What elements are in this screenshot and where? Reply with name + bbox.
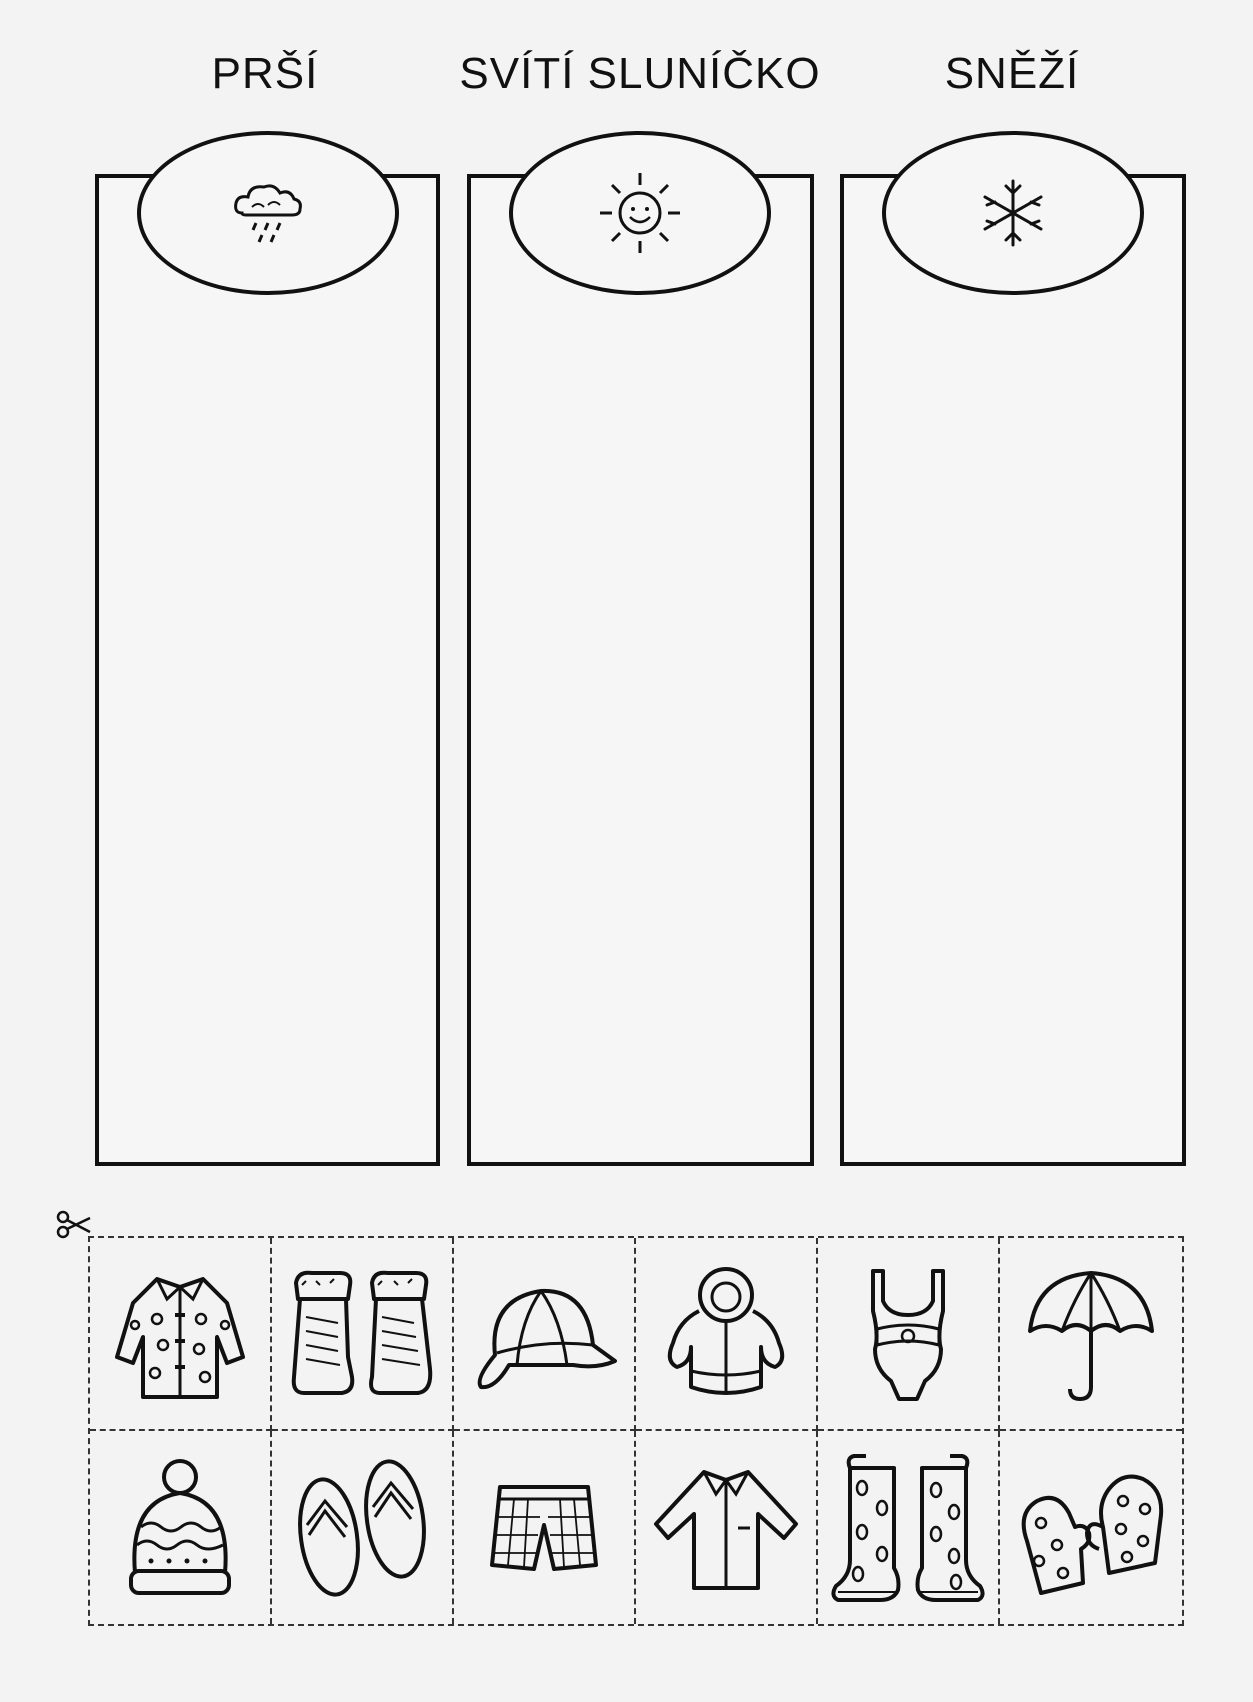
scissors-icon (56, 1210, 92, 1240)
cutout-swimsuit[interactable] (818, 1238, 1000, 1431)
winter-jacket-icon (651, 1259, 801, 1409)
sun-hat-icon (469, 1269, 619, 1399)
cutout-sun-hat[interactable] (454, 1238, 636, 1431)
badge-snow (882, 131, 1144, 295)
column-sun[interactable] (467, 174, 814, 1166)
snowflake-icon (973, 173, 1053, 253)
mittens-icon (1011, 1453, 1171, 1603)
cutout-umbrella[interactable] (1000, 1238, 1182, 1431)
cutout-grid (88, 1236, 1184, 1626)
sun-icon (592, 165, 688, 261)
rain-cloud-icon (228, 173, 308, 253)
cutout-raincoat[interactable] (90, 1238, 272, 1431)
raincoat-icon (105, 1259, 255, 1409)
cutout-winter-jacket[interactable] (636, 1238, 818, 1431)
heading-snow: SNĚŽÍ (944, 49, 1080, 98)
cutout-shorts[interactable] (454, 1431, 636, 1624)
column-rain[interactable] (95, 174, 440, 1166)
cutout-flip-flops[interactable] (272, 1431, 454, 1624)
winter-boots-icon (282, 1259, 442, 1409)
heading-sun: SVÍTÍ SLUNÍČKO (459, 49, 821, 98)
shorts-icon (484, 1473, 604, 1583)
cutout-winter-boots[interactable] (272, 1238, 454, 1431)
knit-hat-icon (115, 1453, 245, 1603)
badge-rain (137, 131, 399, 295)
swimsuit-icon (853, 1259, 963, 1409)
flip-flops-icon (287, 1453, 437, 1603)
umbrella-icon (1016, 1259, 1166, 1409)
rain-boots-icon (828, 1448, 988, 1608)
badge-sun (509, 131, 771, 295)
heading-rain: PRŠÍ (211, 49, 319, 98)
cutout-knit-hat[interactable] (90, 1431, 272, 1624)
shirt-icon (646, 1458, 806, 1598)
cutout-mittens[interactable] (1000, 1431, 1182, 1624)
column-snow[interactable] (840, 174, 1186, 1166)
cutout-shirt[interactable] (636, 1431, 818, 1624)
cutout-rain-boots[interactable] (818, 1431, 1000, 1624)
